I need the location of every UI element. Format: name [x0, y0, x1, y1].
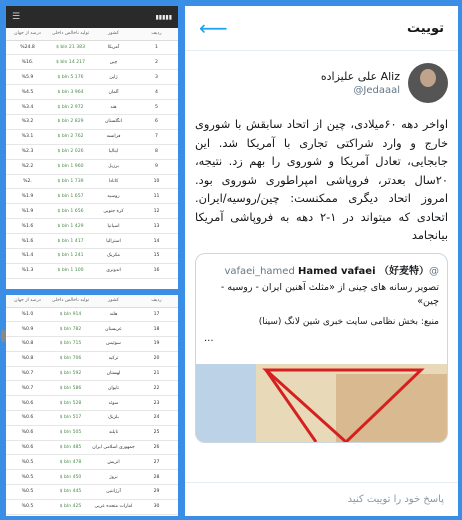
table-cell: روسیه: [92, 189, 135, 204]
table-row: [6, 322, 178, 337]
table-cell: چین: [92, 55, 135, 70]
table-cell: $ bln 2 972: [49, 100, 92, 115]
quoted-name: Hamed vafaei （好麦特）: [297, 265, 429, 277]
gdp-table-b: [6, 295, 178, 515]
table-row: [6, 114, 178, 129]
table-cell: %0.7: [6, 381, 49, 396]
table-cell: %1.6: [6, 234, 49, 249]
table-row: [6, 485, 178, 500]
quoted-tweet[interactable]: [195, 253, 448, 443]
table-cell: امارات متحده عربی: [92, 499, 135, 514]
table-cell: %0.5: [6, 470, 49, 485]
table-cell: ژاپن: [92, 70, 135, 85]
site-logo: ▮▮▮▮▮: [155, 13, 172, 21]
table-cell: 14: [135, 234, 178, 249]
table-cell: اسپانیا: [92, 219, 135, 234]
table-cell: %24.8: [6, 40, 49, 55]
table-cell: %0.9: [6, 322, 49, 337]
table-cell: 8: [135, 144, 178, 159]
table-row: [6, 159, 178, 174]
table-cell: $ bln 706: [49, 351, 92, 366]
table-row: [6, 204, 178, 219]
table-row: [6, 381, 178, 396]
table-cell: استرالیا: [92, 234, 135, 249]
table-row: [6, 144, 178, 159]
table-cell: 18: [135, 322, 178, 337]
table-row: [6, 455, 178, 470]
table-cell: $ bln 715: [49, 337, 92, 352]
quoted-handle: @vafaei_hamed: [224, 265, 439, 277]
author-handle[interactable]: @Jedaaal: [353, 85, 400, 96]
table-cell: $ bln 485: [49, 440, 92, 455]
table-cell: $ bln 1 429: [49, 219, 92, 234]
table-cell: 7: [135, 129, 178, 144]
column-header: درصد از جهان: [6, 295, 49, 307]
table-cell: $ bln 2 829: [49, 114, 92, 129]
quoted-text: تصویر رسانه های چینی از «مثلث آهنین ایران - روسیه - چین»: [220, 281, 439, 307]
table-cell: $ bln 782: [49, 322, 92, 337]
table-row: [6, 425, 178, 440]
table-cell: مکزیک: [92, 248, 135, 263]
reply-bar[interactable]: [185, 482, 458, 516]
table-row: [6, 470, 178, 485]
table-cell: بلژیک: [92, 411, 135, 426]
table-cell: 4: [135, 85, 178, 100]
table-cell: 22: [135, 381, 178, 396]
table-cell: اتریش: [92, 455, 135, 470]
table-row: [6, 499, 178, 514]
table-cell: %0.6: [6, 411, 49, 426]
column-header: تولید ناخالص داخلی: [49, 295, 92, 307]
table-row: [6, 366, 178, 381]
table-cell: %1.0: [6, 307, 49, 322]
column-header: کشور: [92, 28, 135, 40]
table-row: [6, 307, 178, 322]
table-cell: ایتالیا: [92, 144, 135, 159]
menu-icon[interactable]: ☰: [12, 12, 21, 22]
table-cell: 17: [135, 307, 178, 322]
table-cell: 9: [135, 159, 178, 174]
table-cell: 20: [135, 351, 178, 366]
table-cell: 29: [135, 485, 178, 500]
table-cell: جمهوری اسلامی ایران: [92, 440, 135, 455]
table-cell: هند: [92, 100, 135, 115]
table-row: [6, 100, 178, 115]
table-row: [6, 189, 178, 204]
table-row: [6, 40, 178, 55]
author-display-name[interactable]: علی علیزاده Aliz: [320, 70, 400, 83]
table-cell: سوئد: [92, 396, 135, 411]
table-cell: 10: [135, 174, 178, 189]
table-cell: %1.4: [6, 248, 49, 263]
table-cell: سوئیس: [92, 337, 135, 352]
table-cell: %0.8: [6, 351, 49, 366]
table-cell: $ bln 1 656: [49, 204, 92, 219]
table-cell: $ bln 2 762: [49, 129, 92, 144]
table-cell: لهستان: [92, 366, 135, 381]
column-header: ردیف: [135, 295, 178, 307]
table-cell: 28: [135, 470, 178, 485]
table-cell: 13: [135, 219, 178, 234]
table-cell: $ bln 1 241: [49, 248, 92, 263]
table-cell: $ bln 14 217: [49, 55, 92, 70]
table-cell: 12: [135, 204, 178, 219]
column-header: ردیف: [135, 28, 178, 40]
gdp-table-screenshot-bottom: [6, 295, 178, 516]
table-row: [6, 85, 178, 100]
table-row: [6, 70, 178, 85]
table-cell: 11: [135, 189, 178, 204]
table-cell: $ bln 1 417: [49, 234, 92, 249]
table-cell: $ bln 1 100: [49, 263, 92, 278]
table-cell: $ bln 505: [49, 425, 92, 440]
table-cell: $ bln 1 657: [49, 189, 92, 204]
table-cell: 27: [135, 455, 178, 470]
column-header: درصد از جهان: [6, 28, 49, 40]
gdp-table-screenshot-top: [6, 6, 178, 289]
table-row: [6, 351, 178, 366]
table-cell: 3: [135, 70, 178, 85]
table-cell: %3.4: [6, 100, 49, 115]
quoted-source: منبع: بخش نظامی سایت خبری شین لانگ (سینا): [258, 316, 439, 327]
tweet-header: [185, 6, 458, 51]
table-cell: $ bln 528: [49, 396, 92, 411]
table-cell: 5: [135, 100, 178, 115]
table-cell: %2.2: [6, 159, 49, 174]
table-cell: %0.5: [6, 455, 49, 470]
column-header: تولید ناخالص داخلی: [49, 28, 92, 40]
tweet-text: اواخر دهه ۶۰میلادی، چین از اتحاد سابقش با شوروی خارج و وارد شراکتی تجاری با آمریکا شد. این جابجایی، تعادل آمریکا و شوروی را بهم زد. نتیجه، ۲۰سال بعدتر، فروپاشی امپراطوری شوروی بود. امروز اتحاد دیگری ممکنست: چین/روسیه/ایران. اتحادی که میتواند در ۱-۲ دهه به فروپاشی آمریکا بیانجامد: [195, 117, 448, 242]
table-cell: %2.3: [6, 144, 49, 159]
table-cell: %1.9: [6, 189, 49, 204]
table-cell: %3.1: [6, 129, 49, 144]
table-cell: %1.3: [6, 263, 49, 278]
table-cell: $ bln 914: [49, 307, 92, 322]
tweet-author[interactable]: [185, 51, 458, 109]
table-cell: انگلستان: [92, 114, 135, 129]
avatar[interactable]: [408, 63, 448, 103]
table-cell: برزیل: [92, 159, 135, 174]
table-cell: %0.6: [6, 425, 49, 440]
table-cell: %16.: [6, 55, 49, 70]
table-cell: 23: [135, 396, 178, 411]
table-cell: هلند: [92, 307, 135, 322]
table-cell: ترکیه: [92, 351, 135, 366]
table-cell: $ bln 517: [49, 411, 92, 426]
table-cell: $ bln 445: [49, 485, 92, 500]
table-cell: آرژانتین: [92, 485, 135, 500]
table-cell: $ bln 3 964: [49, 85, 92, 100]
table-cell: آلمان: [92, 85, 135, 100]
tweet-panel: [185, 6, 458, 516]
table-cell: %4.5: [6, 85, 49, 100]
table-cell: تایلند: [92, 425, 135, 440]
table-cell: %0.5: [6, 499, 49, 514]
table-cell: فرانسه: [92, 129, 135, 144]
table-cell: $ bln 1 960: [49, 159, 92, 174]
back-arrow-icon[interactable]: ⟵: [199, 16, 228, 40]
table-cell: $ bln 21 383: [49, 40, 92, 55]
table-cell: 15: [135, 248, 178, 263]
table-cell: نروژ: [92, 470, 135, 485]
table-cell: 6: [135, 114, 178, 129]
table-cell: 16: [135, 263, 178, 278]
table-cell: $ bln 592: [49, 366, 92, 381]
table-cell: %3.2: [6, 114, 49, 129]
table-cell: $ bln 586: [49, 381, 92, 396]
table-cell: 2: [135, 55, 178, 70]
table-cell: تایوان: [92, 381, 135, 396]
table-cell: $ bln 425: [49, 499, 92, 514]
table-cell: %5.9: [6, 70, 49, 85]
table-cell: %0.6: [6, 440, 49, 455]
gdp-table-a: [6, 28, 178, 279]
table-row: [6, 174, 178, 189]
table-row: [6, 337, 178, 352]
table-cell: $ bln 478: [49, 455, 92, 470]
table-cell: %1.9: [6, 204, 49, 219]
column-header: کشور: [92, 295, 135, 307]
table-cell: $ bln 450: [49, 470, 92, 485]
table-cell: کانادا: [92, 174, 135, 189]
table-cell: کره جنوبی: [92, 204, 135, 219]
table-row: [6, 263, 178, 278]
table-cell: %0.7: [6, 366, 49, 381]
table-cell: 26: [135, 440, 178, 455]
table-row: [6, 219, 178, 234]
table-cell: عربستان: [92, 322, 135, 337]
table-cell: %0.5: [6, 485, 49, 500]
table-cell: اندونزی: [92, 263, 135, 278]
quoted-author: [196, 254, 447, 279]
table-cell: 1: [135, 40, 178, 55]
map-image[interactable]: [196, 364, 447, 442]
table-cell: آمریکا: [92, 40, 135, 55]
table-row: [6, 248, 178, 263]
quoted-ellipsis: ...: [204, 332, 214, 344]
table-cell: 21: [135, 366, 178, 381]
table-cell: 24: [135, 411, 178, 426]
table-topbar: [6, 6, 178, 28]
table-cell: $ bln 5 176: [49, 70, 92, 85]
table-cell: %0.6: [6, 396, 49, 411]
table-row: [6, 129, 178, 144]
table-cell: 19: [135, 337, 178, 352]
table-cell: %2.: [6, 174, 49, 189]
table-row: [6, 411, 178, 426]
table-row: [6, 234, 178, 249]
triangle-overlay-icon: [196, 364, 447, 442]
table-cell: %1.6: [6, 219, 49, 234]
table-cell: 30: [135, 499, 178, 514]
table-cell: $ bln 1 739: [49, 174, 92, 189]
table-row: [6, 55, 178, 70]
table-row: [6, 396, 178, 411]
table-cell: $ bln 2 026: [49, 144, 92, 159]
reply-placeholder: پاسخ خود را توییت کنید: [347, 494, 444, 505]
table-cell: %0.8: [6, 337, 49, 352]
table-row: [6, 440, 178, 455]
table-cell: 25: [135, 425, 178, 440]
header-title: توییت: [407, 20, 444, 36]
